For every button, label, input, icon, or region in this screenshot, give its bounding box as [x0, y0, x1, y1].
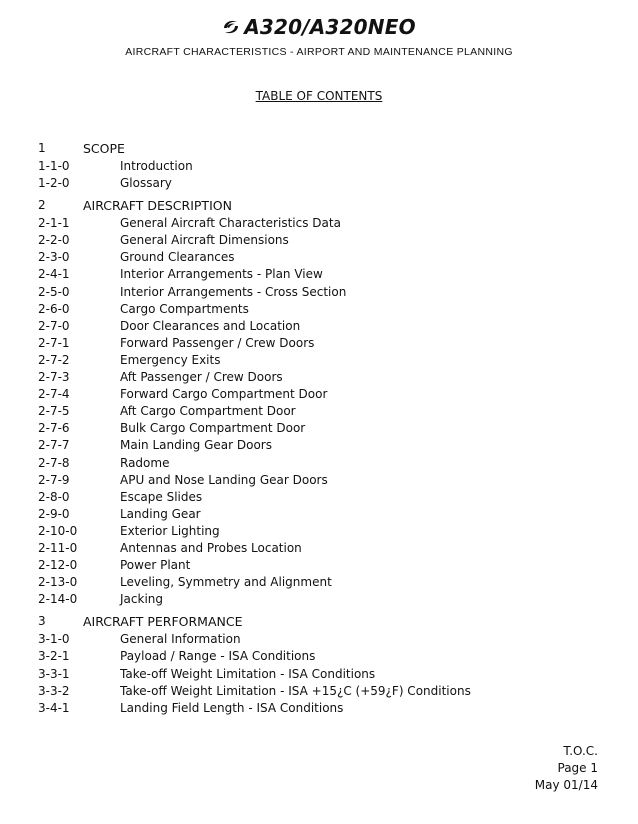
- toc-entry[interactable]: [38, 437, 598, 454]
- toc-entry-title: Interior Arrangements - Plan View: [120, 267, 323, 282]
- toc-section: [38, 140, 598, 192]
- toc-entry[interactable]: [38, 540, 598, 557]
- footer-date: May 01/14: [534, 778, 598, 792]
- toc-entry[interactable]: [38, 574, 598, 591]
- toc-entry[interactable]: [38, 175, 598, 192]
- toc-entry-title: Aft Cargo Compartment Door: [120, 404, 296, 419]
- toc-entry-code: 3-2-1: [38, 649, 70, 664]
- toc-entry-code: 2-7-5: [38, 404, 70, 419]
- toc-entry[interactable]: [38, 386, 598, 403]
- toc-entry-code: 2-6-0: [38, 301, 70, 316]
- toc-entry-code: 1-2-0: [38, 176, 70, 191]
- toc-entry-title: General Aircraft Dimensions: [120, 233, 289, 248]
- toc-section-heading[interactable]: [38, 197, 598, 214]
- toc-entry[interactable]: [38, 420, 598, 437]
- toc-entry[interactable]: [38, 249, 598, 266]
- header-logo-row: [0, 14, 638, 40]
- toc-entry-title: Take-off Weight Limitation - ISA Conditions: [120, 666, 376, 681]
- toc-entry-code: 2-2-0: [38, 233, 70, 248]
- toc-entry-code: 2-7-0: [38, 318, 70, 333]
- section-number: 2: [38, 198, 46, 213]
- toc-entry-code: 2-7-6: [38, 421, 70, 436]
- toc-section: [38, 197, 598, 608]
- toc-entry-code: 2-7-4: [38, 387, 70, 402]
- toc-entry-title: Radome: [120, 455, 170, 470]
- section-title: AIRCRAFT PERFORMANCE: [83, 614, 243, 630]
- toc-entry-code: 2-7-2: [38, 352, 70, 367]
- toc-entry-code: 1-1-0: [38, 159, 70, 173]
- toc-entry[interactable]: [38, 335, 598, 352]
- toc-entry-title: Main Landing Gear Doors: [120, 438, 272, 453]
- table-of-contents: [38, 140, 598, 722]
- toc-entry[interactable]: [38, 215, 598, 232]
- toc-entry-code: 2-11-0: [38, 540, 78, 555]
- toc-entry[interactable]: [38, 683, 598, 700]
- toc-entry[interactable]: [38, 523, 598, 540]
- toc-entry-code: 2-8-0: [38, 489, 70, 504]
- toc-heading: TABLE OF CONTENTS: [255, 89, 383, 103]
- toc-entry-title: Power Plant: [120, 558, 191, 573]
- toc-entry-title: Emergency Exits: [120, 352, 221, 367]
- toc-entry-code: 2-4-1: [38, 267, 70, 282]
- toc-entry-title: Cargo Compartments: [120, 301, 249, 316]
- page-footer: [535, 743, 598, 794]
- toc-entry[interactable]: [38, 158, 598, 175]
- page-header: [0, 14, 638, 58]
- toc-entry-title: Door Clearances and Location: [120, 318, 301, 333]
- toc-entry-code: 2-1-1: [38, 216, 70, 231]
- toc-entry-title: Landing Field Length - ISA Conditions: [120, 700, 344, 715]
- toc-entry-title: Glossary: [120, 176, 172, 191]
- toc-entry[interactable]: [38, 700, 598, 717]
- toc-entry-code: 2-7-1: [38, 335, 70, 350]
- toc-entry-code: 2-13-0: [38, 575, 78, 590]
- toc-section-heading[interactable]: [38, 140, 598, 157]
- toc-entry-code: 2-14-0: [38, 592, 78, 607]
- toc-entry[interactable]: [38, 318, 598, 335]
- toc-entry[interactable]: [38, 352, 598, 369]
- toc-entry[interactable]: [38, 266, 598, 283]
- toc-entry-code: 2-7-3: [38, 370, 70, 385]
- toc-entry[interactable]: [38, 666, 598, 683]
- toc-entry-title: Escape Slides: [120, 489, 203, 504]
- toc-entry-title: Forward Cargo Compartment Door: [120, 387, 328, 402]
- toc-entry[interactable]: [38, 648, 598, 665]
- toc-entry-title: General Information: [120, 632, 241, 647]
- toc-entry[interactable]: [38, 403, 598, 420]
- toc-entry-title: Interior Arrangements - Cross Section: [120, 284, 347, 299]
- footer-label: T.O.C.: [563, 744, 598, 758]
- toc-entry-code: 3-1-0: [38, 632, 70, 647]
- footer-page-number: Page 1: [557, 761, 598, 775]
- toc-entry-title: Antennas and Probes Location: [120, 540, 302, 555]
- section-number: 3: [38, 614, 46, 629]
- toc-entry-code: 3-3-1: [38, 666, 70, 681]
- toc-entry[interactable]: [38, 557, 598, 574]
- toc-entry-title: Forward Passenger / Crew Doors: [120, 335, 315, 350]
- toc-entry-code: 2-10-0: [38, 523, 78, 538]
- toc-entry-title: Landing Gear: [120, 506, 201, 521]
- toc-section-heading[interactable]: [38, 613, 598, 630]
- toc-entry-title: Exterior Lighting: [120, 523, 220, 538]
- airbus-swirl-icon: [222, 18, 240, 36]
- aircraft-model-title: A320/A320NEO: [244, 15, 416, 39]
- toc-entry-code: 2-9-0: [38, 506, 70, 521]
- toc-entry-code: 2-7-8: [38, 455, 70, 470]
- toc-entry[interactable]: [38, 506, 598, 523]
- toc-entry-title: Leveling, Symmetry and Alignment: [120, 575, 332, 590]
- toc-entry[interactable]: [38, 301, 598, 318]
- toc-entry[interactable]: [38, 631, 598, 648]
- section-title: SCOPE: [83, 141, 125, 156]
- section-title: AIRCRAFT DESCRIPTION: [83, 198, 232, 214]
- toc-entry-code: 2-7-9: [38, 472, 70, 487]
- toc-entry-code: 2-3-0: [38, 250, 70, 265]
- toc-entry[interactable]: [38, 369, 598, 386]
- toc-entry-title: Bulk Cargo Compartment Door: [120, 421, 306, 436]
- toc-entry-title: Ground Clearances: [120, 250, 235, 265]
- toc-entry-code: 3-4-1: [38, 700, 70, 715]
- toc-entry[interactable]: [38, 284, 598, 301]
- section-number: 1: [38, 141, 46, 155]
- toc-entry-title: APU and Nose Landing Gear Doors: [120, 472, 328, 487]
- toc-entry-code: 2-5-0: [38, 284, 70, 299]
- toc-entry[interactable]: [38, 455, 598, 472]
- toc-entry-title: Aft Passenger / Crew Doors: [120, 370, 283, 385]
- toc-entry-code: 2-7-7: [38, 438, 70, 453]
- toc-entry[interactable]: [38, 591, 598, 608]
- toc-entry-title: Payload / Range - ISA Conditions: [120, 649, 316, 664]
- toc-entry-code: 3-3-2: [38, 683, 70, 698]
- toc-entry[interactable]: [38, 489, 598, 506]
- toc-entry-title: Jacking: [120, 592, 163, 607]
- toc-entry[interactable]: [38, 232, 598, 249]
- toc-entry-title: Take-off Weight Limitation - ISA +15¿C (+59¿F) Conditions: [120, 683, 471, 698]
- toc-entry[interactable]: [38, 472, 598, 489]
- toc-section: [38, 613, 598, 716]
- toc-entry-title: Introduction: [120, 159, 193, 173]
- document-subtitle: AIRCRAFT CHARACTERISTICS - AIRPORT AND MAINTENANCE PLANNING: [125, 46, 513, 58]
- toc-entry-code: 2-12-0: [38, 558, 78, 573]
- toc-entry-title: General Aircraft Characteristics Data: [120, 216, 341, 231]
